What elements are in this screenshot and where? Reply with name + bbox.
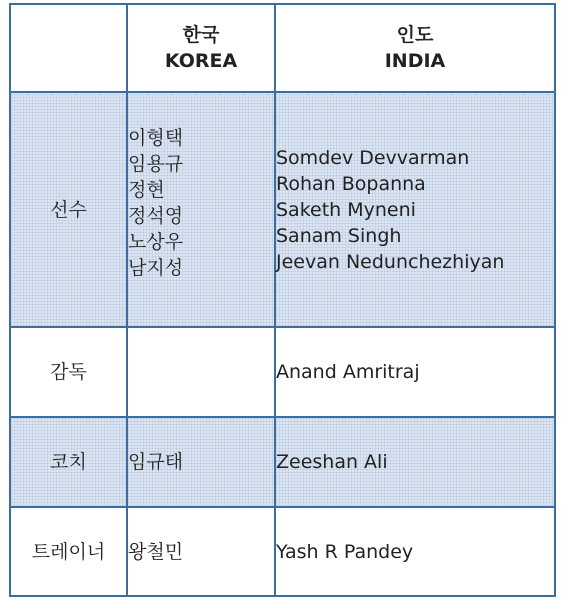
table-row [10,417,555,507]
india-header-kr: 인도 [396,24,434,46]
table-row [10,507,555,596]
india-cell: Zeeshan Ali [275,417,555,507]
korea-player: 노상우 [128,230,184,253]
korea-player: 임용규 [128,152,184,175]
india-player: Saketh Myneni [276,198,416,221]
india-header [275,4,555,92]
roster-table [9,3,556,597]
korea-player: 이형택 [128,126,184,149]
corner-cell [10,4,127,92]
korea-player: 정현 [128,178,165,201]
row-label: 트레이너 [10,507,127,596]
header-row [10,4,555,92]
korea-cell: 임규태 [127,417,275,507]
table-row [10,92,555,327]
row-label: 감독 [10,327,127,417]
korea-player: 남지성 [128,256,184,279]
korea-players-cell [127,92,275,327]
row-label: 코치 [10,417,127,507]
row-label: 선수 [10,92,127,327]
india-player: Somdev Devvarman [276,146,470,169]
india-player: Sanam Singh [276,224,402,247]
india-cell: Yash R Pandey [275,507,555,596]
table-row [10,327,555,417]
india-header-en: INDIA [384,50,446,72]
india-players-cell [275,92,555,327]
korea-header-kr: 한국 [182,24,220,46]
korea-cell [127,327,275,417]
korea-header-en: KOREA [164,50,238,72]
korea-header [127,4,275,92]
india-player: Jeevan Nedunchezhiyan [276,250,505,273]
india-player: Rohan Bopanna [276,172,426,195]
india-cell: Anand Amritraj [275,327,555,417]
korea-player: 정석영 [128,204,184,227]
korea-cell: 왕철민 [127,507,275,596]
